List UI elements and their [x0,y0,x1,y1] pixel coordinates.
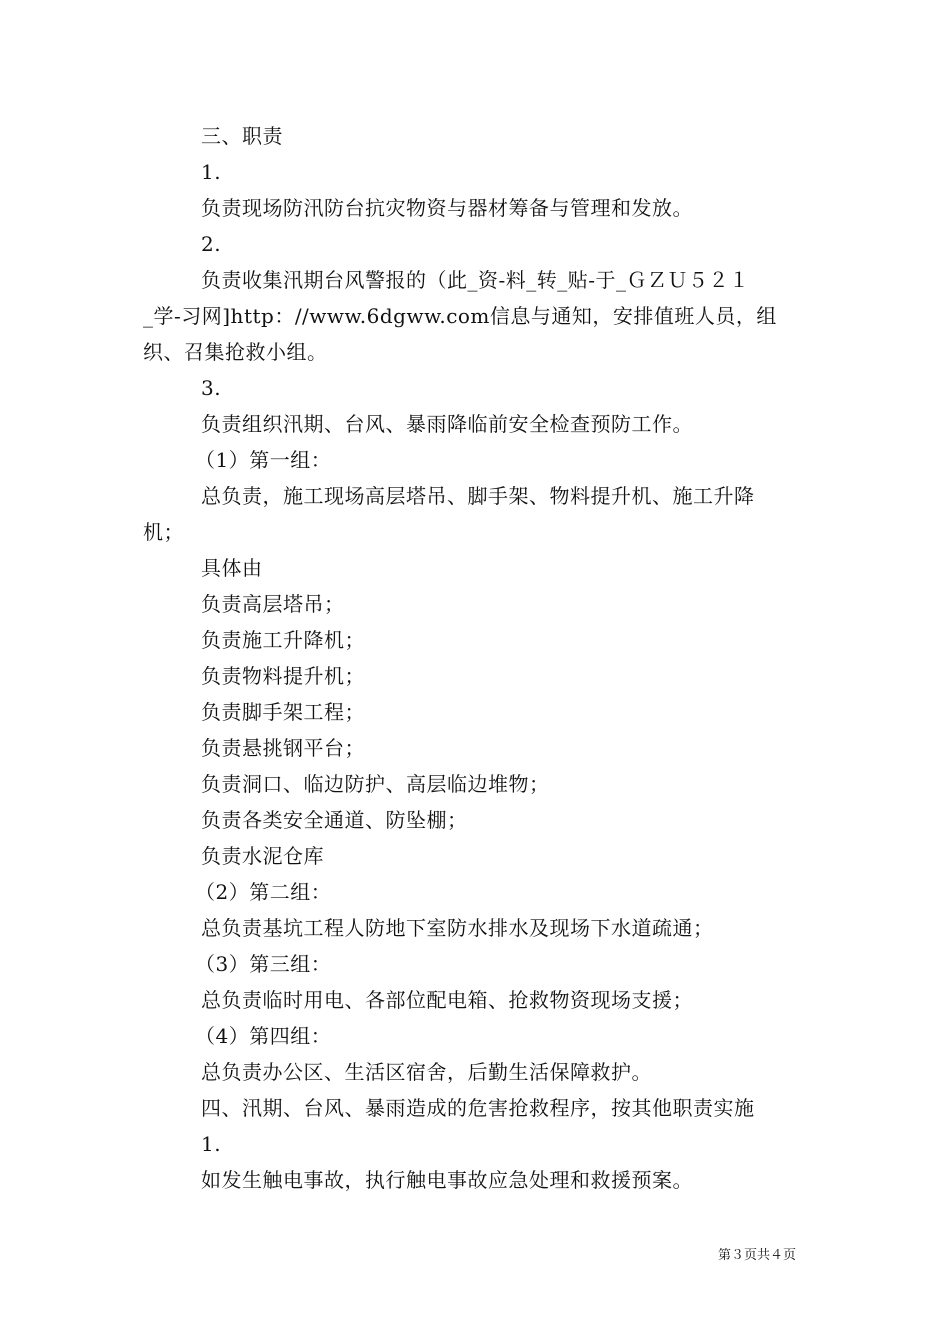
list-item: 负责悬挑钢平台； [201,736,365,760]
section-heading-rescue: 四、汛期、台风、暴雨造成的危害抢救程序，按其他职责实施 [201,1096,755,1120]
list-item: 负责水泥仓库 [201,844,324,868]
group-heading-4: （4）第四组： [195,1024,332,1048]
paragraph-continuation: _学-习网]http：//www.6dgww.com信息与通知，安排值班人员，组 [143,304,777,328]
item-number-1b: 1. [201,1132,222,1156]
list-item: 负责洞口、临边防护、高层临边堆物； [201,772,550,796]
paragraph-text: 具体由 [201,556,263,580]
list-item: 负责高层塔吊； [201,592,345,616]
group-heading-1: （1）第一组： [195,448,332,472]
list-item: 负责各类安全通道、防坠棚； [201,808,468,832]
paragraph-text: 负责组织汛期、台风、暴雨降临前安全检查预防工作。 [201,412,693,436]
paragraph-text: 负责现场防汛防台抗灾物资与器材筹备与管理和发放。 [201,196,693,220]
list-item: 负责施工升降机； [201,628,365,652]
document-body [143,118,810,1198]
item-number-3: 3. [201,376,222,400]
paragraph-text: 负责收集汛期台风警报的（此_资-料_转_贴-于_ＧＺＵ５２１ [201,268,750,292]
paragraph-text: 如发生触电事故，执行触电事故应急处理和救援预案。 [201,1168,693,1192]
group-heading-3: （3）第三组： [195,952,332,976]
list-item: 负责物料提升机； [201,664,365,688]
page-number-footer: 第３页共４页 [718,1248,797,1263]
paragraph-text: 总负责临时用电、各部位配电箱、抢救物资现场支援； [201,988,693,1012]
paragraph-text: 总负责，施工现场高层塔吊、脚手架、物料提升机、施工升降 [201,484,755,508]
paragraph-text: 总负责办公区、生活区宿舍，后勤生活保障救护。 [201,1060,652,1084]
item-number-1: 1. [201,160,222,184]
item-number-2: 2. [201,232,222,256]
paragraph-text: 总负责基坑工程人防地下室防水排水及现场下水道疏通； [201,916,714,940]
list-item: 负责脚手架工程； [201,700,365,724]
paragraph-continuation: 机； [143,520,184,544]
group-heading-2: （2）第二组： [195,880,332,904]
paragraph-continuation: 织、召集抢救小组。 [143,340,328,364]
section-heading-duties: 三、职责 [201,124,283,148]
